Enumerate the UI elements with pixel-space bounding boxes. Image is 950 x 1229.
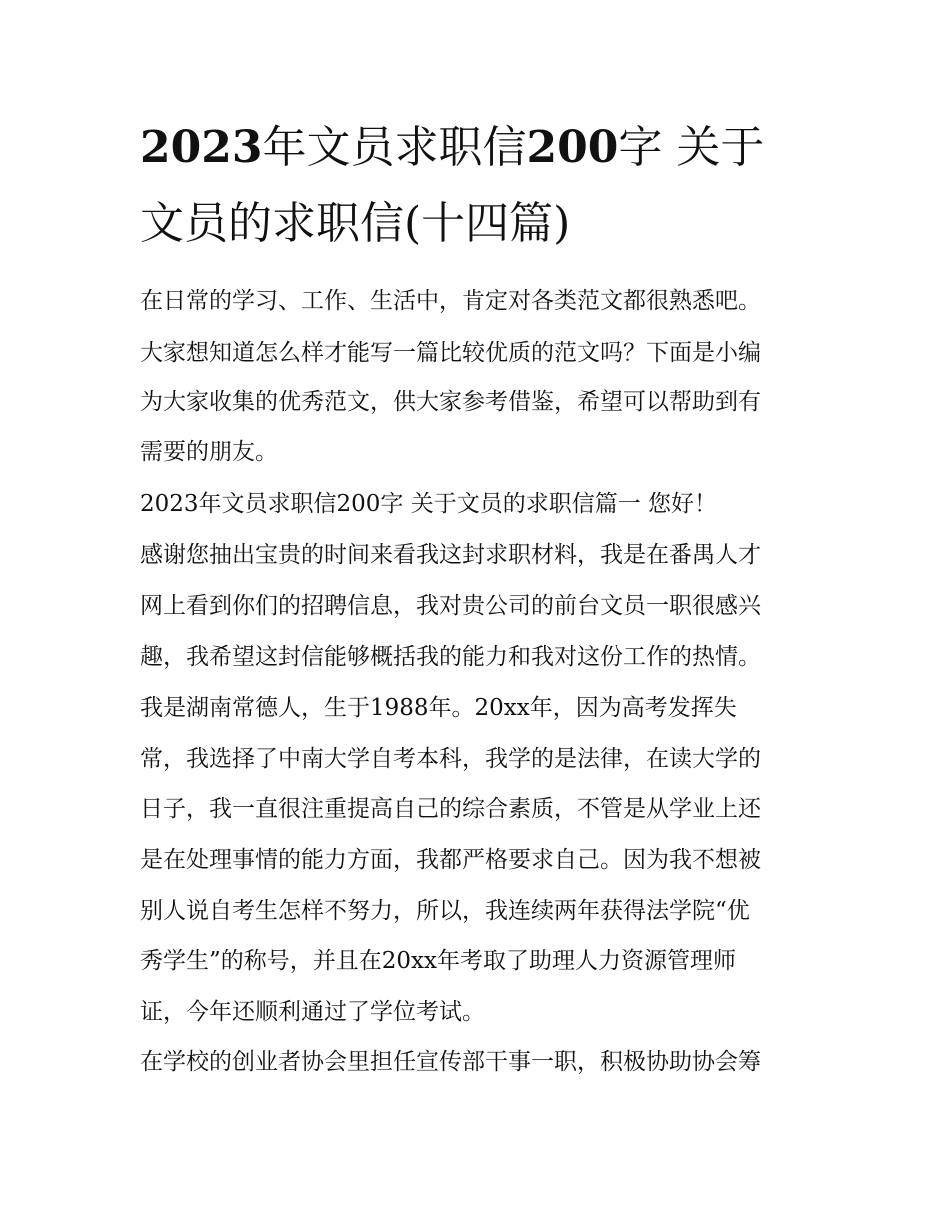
document-title-line-1: 2023年文员求职信200字 关于 — [140, 122, 765, 173]
body-line-13: 别人说自考生怎样不努力，所以，我连续两年获得法学院“优 — [140, 898, 750, 924]
body-line-4: 需要的朋友。 — [140, 439, 278, 465]
body-line-6: 感谢您抽出宝贵的时间来看我这封求职材料，我是在番禺人才 — [140, 542, 761, 568]
body-line-8: 趣，我希望这封信能够概括我的能力和我对这份工作的热情。 — [140, 644, 761, 670]
body-line-7: 网上看到你们的招聘信息，我对贵公司的前台文员一职很感兴 — [140, 593, 761, 619]
document-title-line-2: 文员的求职信(十四篇) — [140, 198, 571, 249]
body-line-5: 2023年文员求职信200字 关于文员的求职信篇一 您好！ — [140, 491, 718, 517]
body-line-3: 为大家收集的优秀范文，供大家参考借鉴，希望可以帮助到有 — [140, 389, 761, 415]
body-line-2: 大家想知道怎么样才能写一篇比较优质的范文吗？下面是小编 — [140, 340, 761, 366]
body-line-14: 秀学生”的称号，并且在20xx年考取了助理人力资源管理师 — [140, 948, 736, 974]
body-line-11: 日子，我一直很注重提高自己的综合素质，不管是从学业上还 — [140, 796, 761, 822]
body-line-9: 我是湖南常德人，生于1988年。20xx年，因为高考发挥失 — [140, 695, 737, 721]
body-line-10: 常，我选择了中南大学自考本科，我学的是法律，在读大学的 — [140, 746, 761, 772]
body-line-1: 在日常的学习、工作、生活中，肯定对各类范文都很熟悉吧。 — [140, 288, 761, 314]
body-line-15: 证，今年还顺利通过了学位考试。 — [140, 999, 485, 1025]
body-line-16: 在学校的创业者协会里担任宣传部干事一职，积极协助协会筹 — [140, 1049, 761, 1075]
body-line-12: 是在处理事情的能力方面，我都严格要求自己。因为我不想被 — [140, 847, 761, 873]
